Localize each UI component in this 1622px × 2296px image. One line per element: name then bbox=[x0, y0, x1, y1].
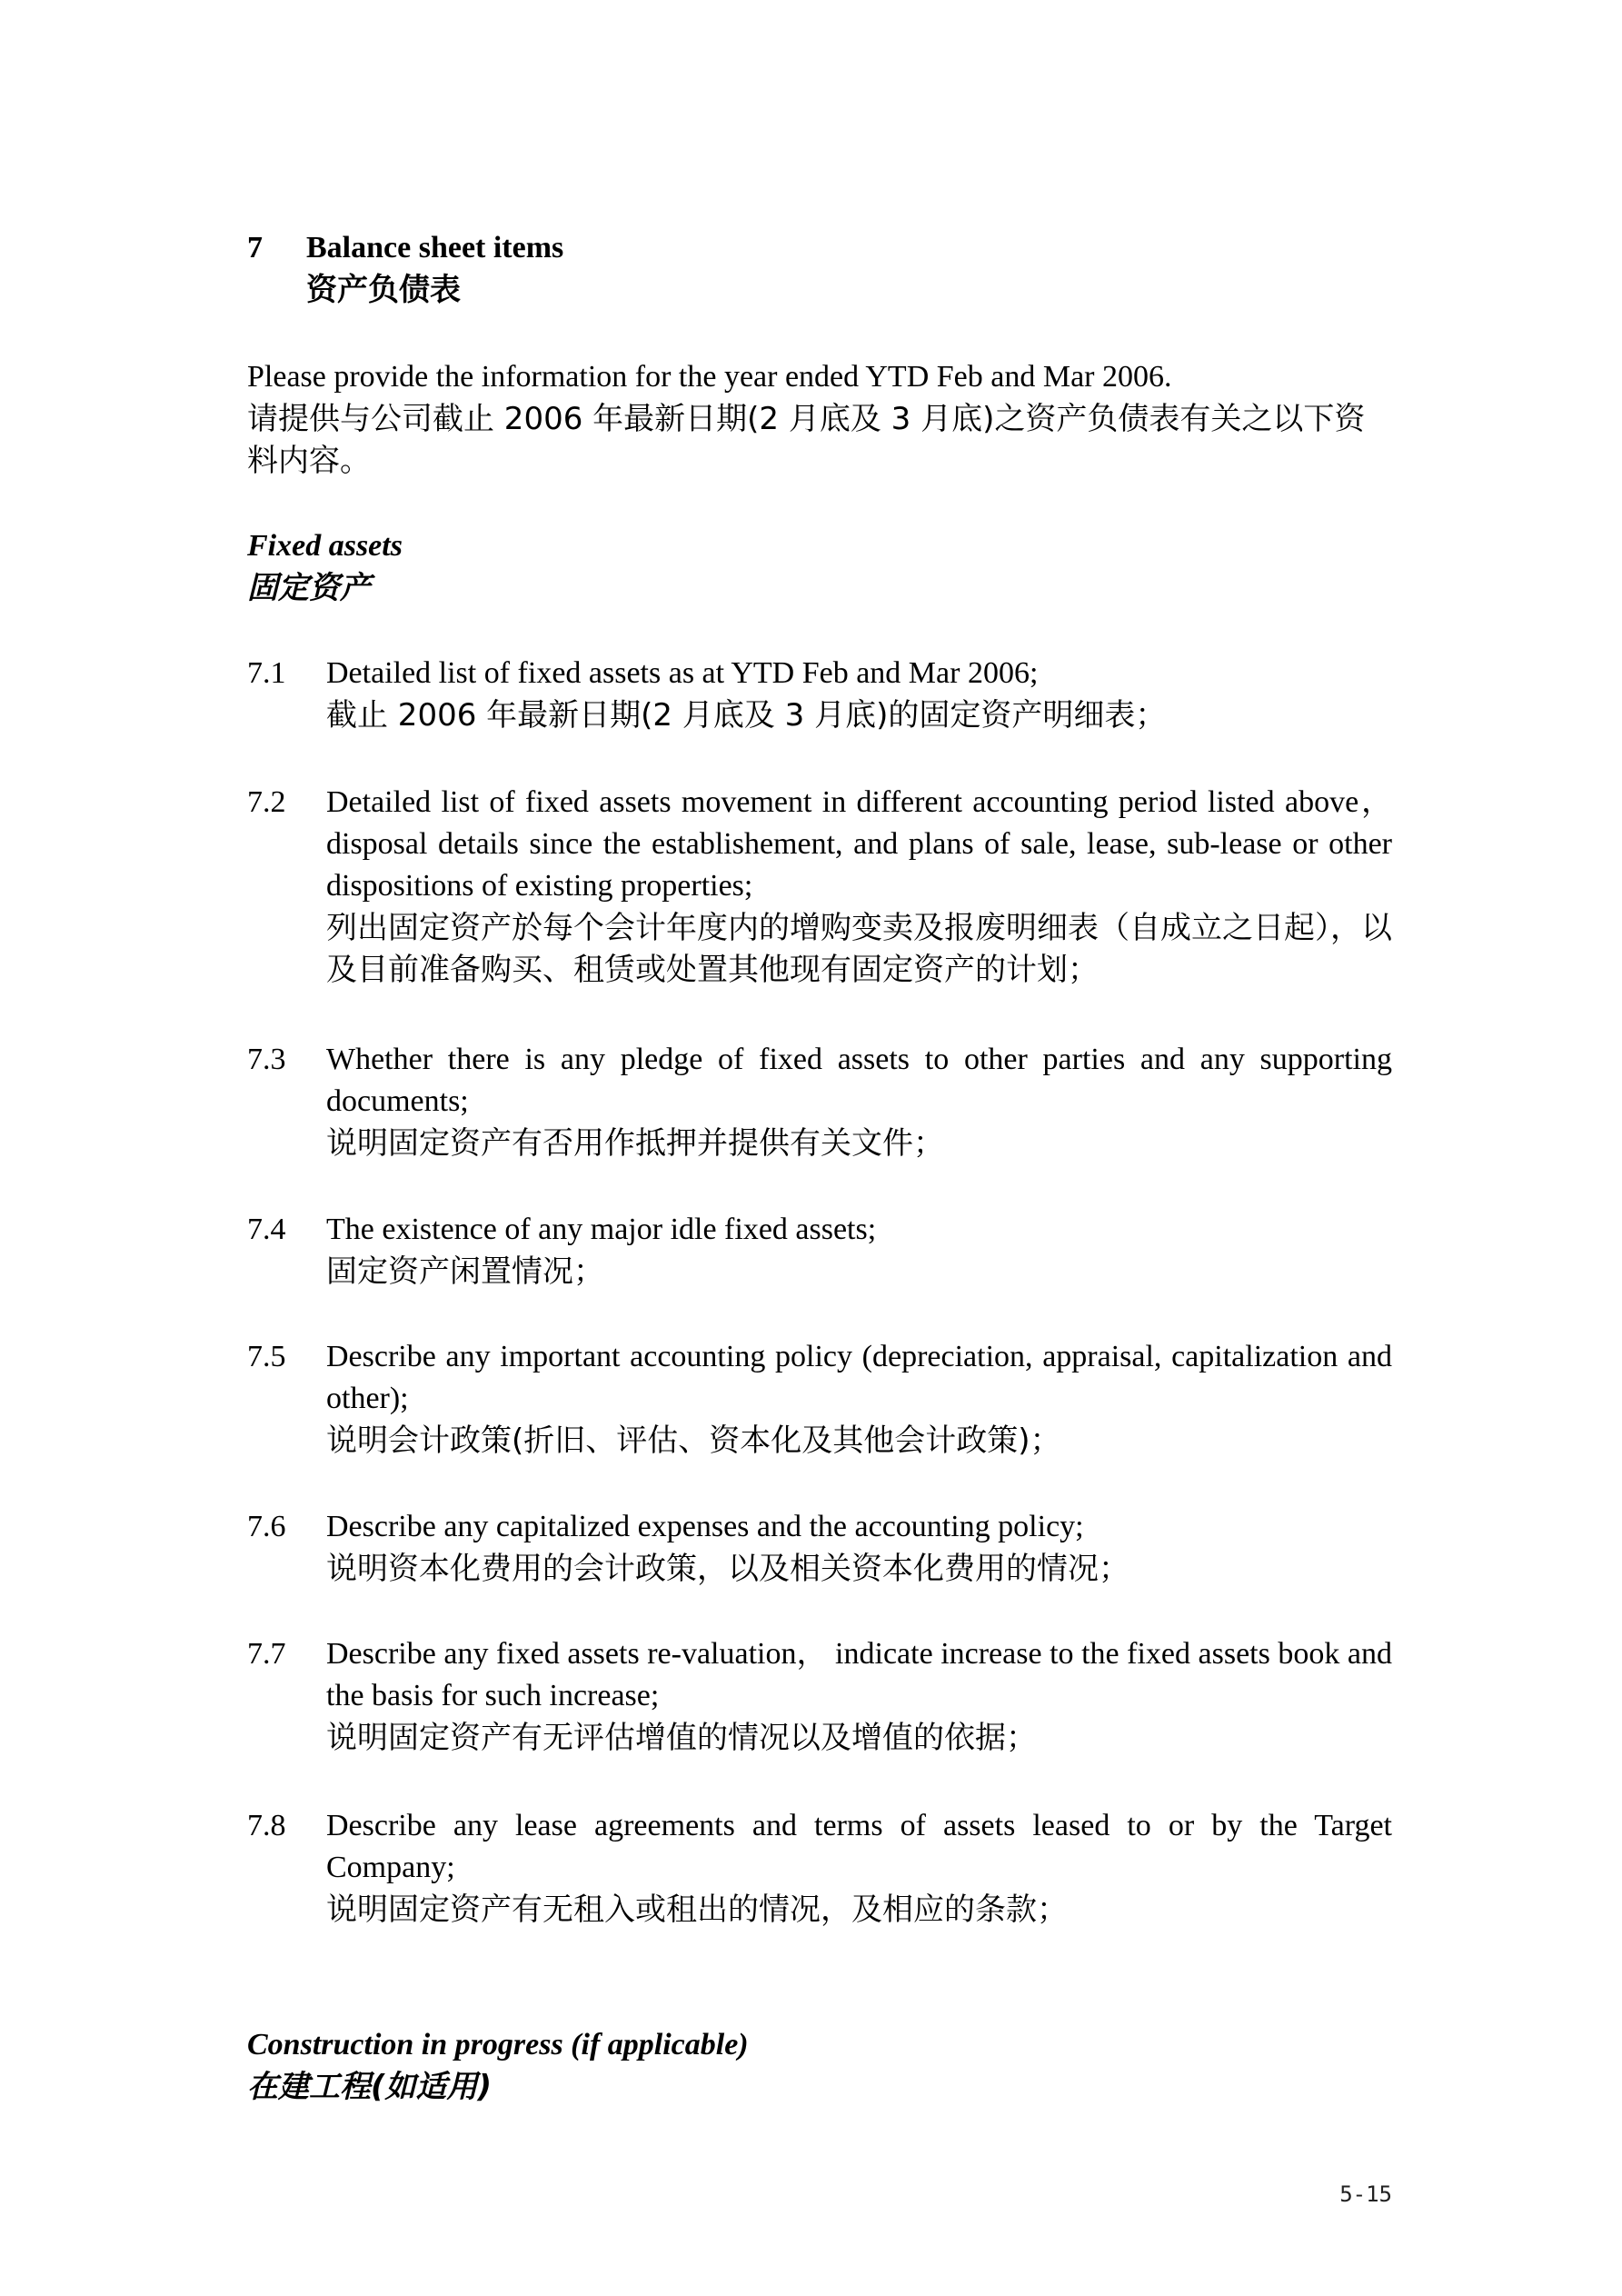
item-text-cn: 截止 2006 年最新日期(2 月底及 3 月底)的固定资产明细表； bbox=[326, 697, 1167, 734]
fixed-assets-heading-cn: 固定资产 bbox=[247, 570, 371, 606]
item-text-en: Describe any lease agreements and terms of assets leased to or by the Target Company; bbox=[326, 1809, 1392, 1884]
section-number: 7 bbox=[247, 231, 263, 265]
construction-heading bbox=[247, 2024, 749, 2108]
item-body bbox=[326, 782, 1392, 991]
item-text-cn: 说明固定资产有无租入或租出的情况，及相应的条款； bbox=[326, 1892, 1068, 1928]
section-title bbox=[306, 227, 563, 311]
item-text-en: Describe any important accounting policy (depreciation, appraisal, capitalization and other); bbox=[326, 1340, 1392, 1415]
construction-heading-en: Construction in progress (if applicable) bbox=[247, 2028, 749, 2061]
item-text-cn: 说明会计政策(折旧、评估、资本化及其他会计政策)； bbox=[326, 1423, 1061, 1459]
intro-paragraph bbox=[247, 356, 1392, 482]
item-text-en: Detailed list of fixed assets movement in different accounting period listed above， disposal details since the establishement, and plans of sale, lease, sub-lease or other dispositions of existing properties; bbox=[326, 785, 1392, 903]
intro-text-en: Please provide the information for the year ended YTD Feb and Mar 2006. bbox=[247, 360, 1172, 394]
item-text-en: Describe any fixed assets re-valuation， indicate increase to the fixed assets book and the basis for such increase; bbox=[326, 1637, 1392, 1712]
item-body bbox=[326, 1506, 1392, 1590]
intro-text-cn: 请提供与公司截止 2006 年最新日期(2 月底及 3 月底)之资产负债表有关之以下资料内容。 bbox=[247, 401, 1366, 479]
item-number: 7.8 bbox=[247, 1809, 286, 1842]
item-text-cn: 说明资本化费用的会计政策，以及相关资本化费用的情况； bbox=[326, 1551, 1129, 1587]
item-number: 7.1 bbox=[247, 656, 286, 690]
item-body bbox=[326, 1805, 1392, 1931]
item-body bbox=[326, 1209, 1392, 1293]
item-text-cn: 固定资产闲置情况； bbox=[326, 1253, 604, 1290]
item-body bbox=[326, 1039, 1392, 1164]
item-number: 7.3 bbox=[247, 1043, 286, 1076]
item-body bbox=[326, 1336, 1392, 1462]
fixed-assets-heading-en: Fixed assets bbox=[247, 529, 403, 563]
item-number: 7.4 bbox=[247, 1213, 286, 1246]
fixed-assets-heading bbox=[247, 525, 403, 609]
item-text-en: Describe any capitalized expenses and the accounting policy; bbox=[326, 1510, 1084, 1543]
section-title-en: Balance sheet items bbox=[306, 231, 564, 265]
item-number: 7.2 bbox=[247, 785, 286, 819]
item-text-en: The existence of any major idle fixed assets; bbox=[326, 1213, 877, 1246]
item-text-en: Detailed list of fixed assets as at YTD Feb and Mar 2006; bbox=[326, 656, 1039, 690]
item-text-en: Whether there is any pledge of fixed assets to other parties and any supporting documents; bbox=[326, 1043, 1392, 1118]
item-text-cn: 说明固定资产有无评估增值的情况以及增值的依据； bbox=[326, 1720, 1037, 1756]
page-number: 5-15 bbox=[1339, 2181, 1392, 2207]
item-number: 7.5 bbox=[247, 1340, 286, 1373]
item-text-cn: 说明固定资产有否用作抵押并提供有关文件； bbox=[326, 1125, 944, 1162]
item-number: 7.7 bbox=[247, 1637, 286, 1671]
section-title-cn: 资产负债表 bbox=[306, 272, 461, 308]
construction-heading-cn: 在建工程(如适用) bbox=[247, 2069, 493, 2105]
item-number: 7.6 bbox=[247, 1510, 286, 1543]
item-body bbox=[326, 1633, 1392, 1759]
item-body bbox=[326, 653, 1392, 736]
item-text-cn: 列出固定资产於每个会计年度内的增购变卖及报废明细表（自成立之日起），以及目前准备购买、租赁或处置其他现有固定资产的计划； bbox=[326, 910, 1392, 988]
